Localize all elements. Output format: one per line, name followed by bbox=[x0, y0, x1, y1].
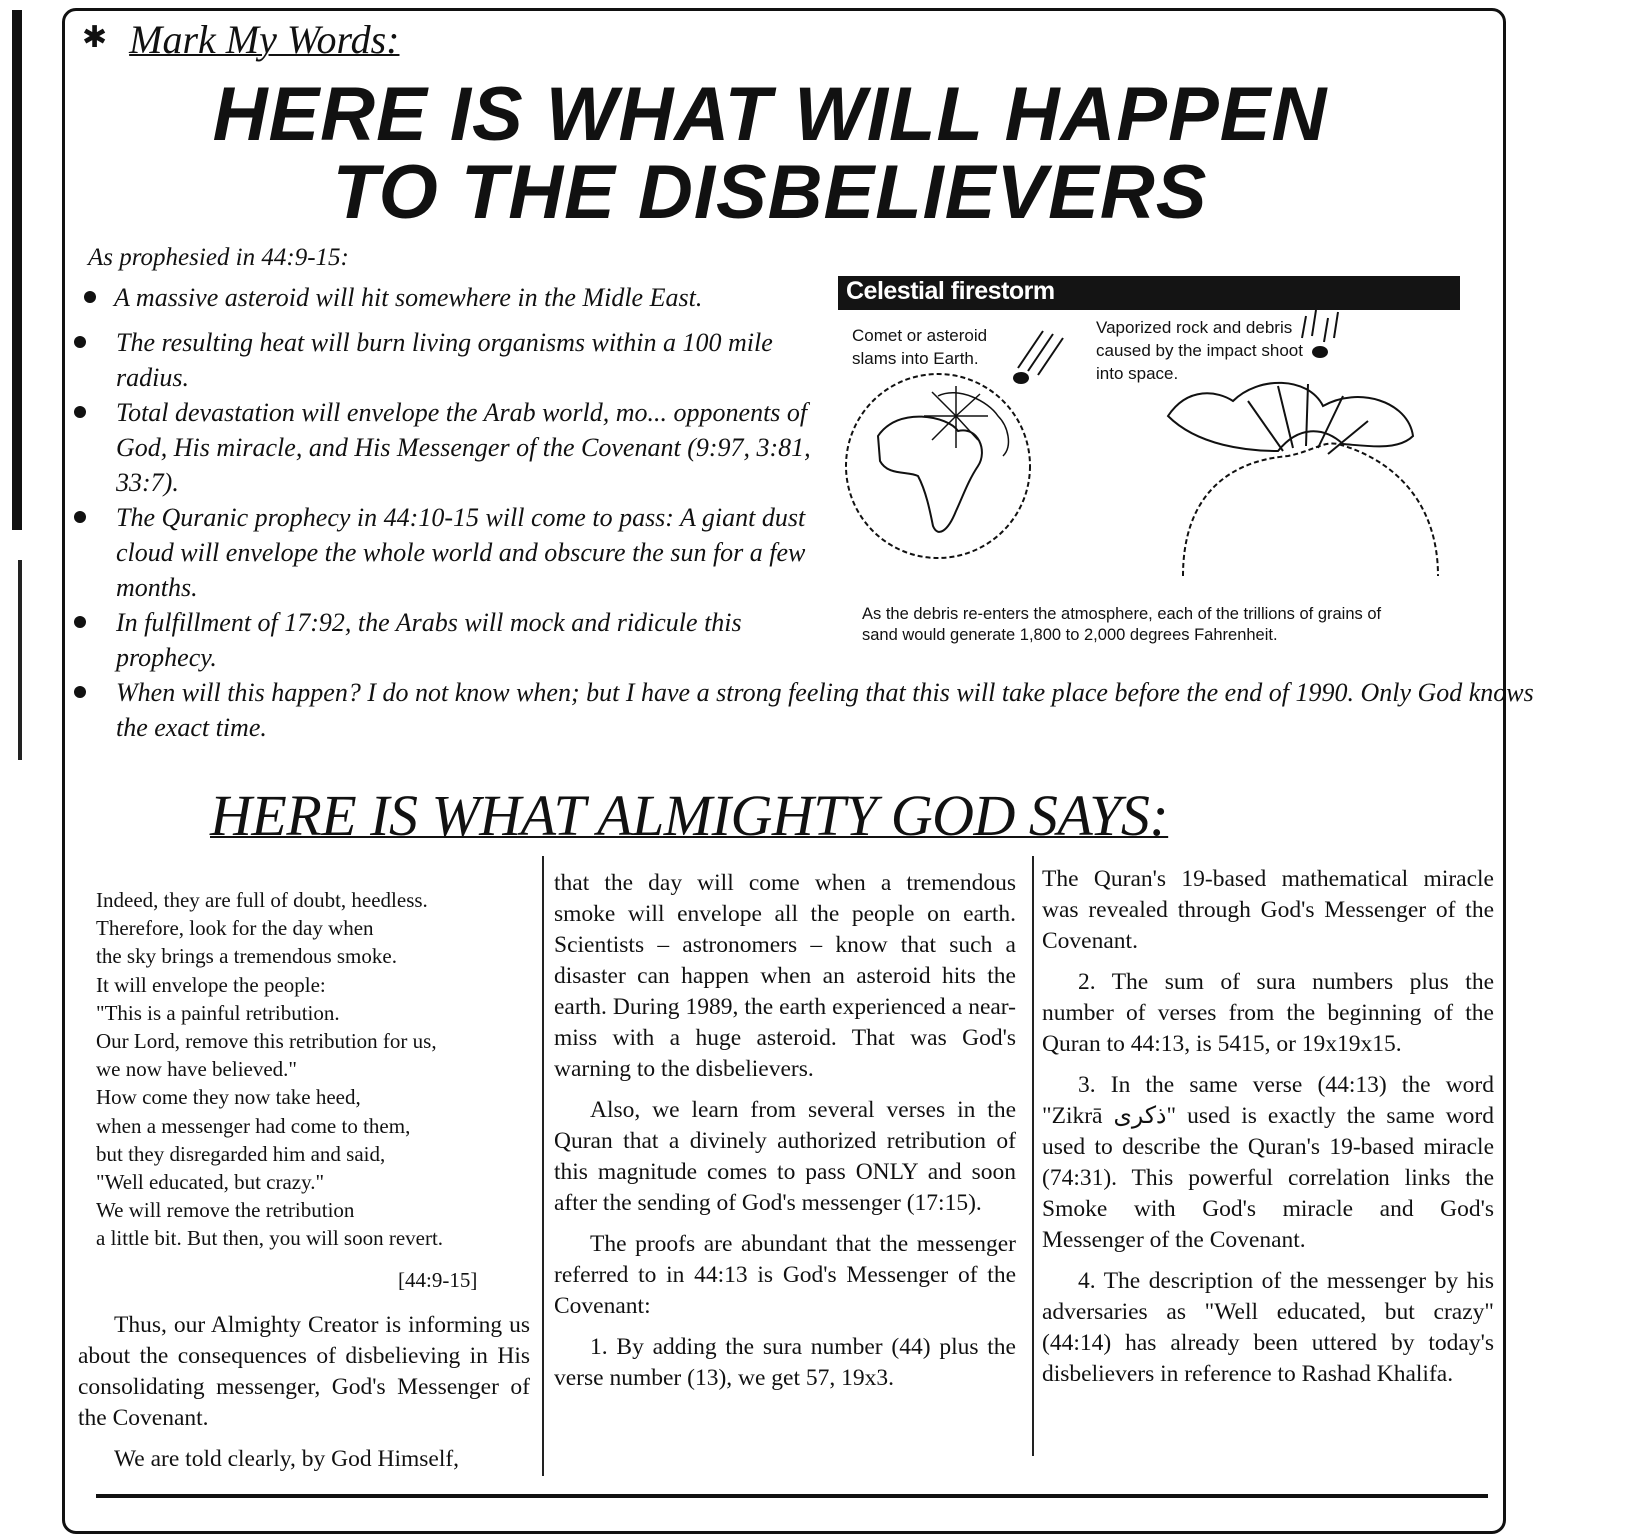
headline-line-1: HERE IS WHAT WILL HAPPEN bbox=[212, 72, 1328, 157]
prophecy-text: A massive asteroid will hit somewhere in the Midle East. bbox=[114, 283, 703, 312]
prophecy-item bbox=[66, 500, 826, 605]
headline-line-2: TO THE DISBELIEVERS bbox=[332, 150, 1208, 235]
paragraph: 4. The description of the messenger by his adversaries as "Well educated, but crazy" (44:14) has already been uttered by today's disbelievers in reference to Rashad Khalifa. bbox=[1042, 1268, 1494, 1387]
impact-crater-icon bbox=[1168, 383, 1438, 576]
graphic-title: Celestial firestorm bbox=[846, 277, 1055, 305]
verse-line: "This is a painful retribution. bbox=[96, 1000, 340, 1025]
column-divider bbox=[542, 856, 544, 1476]
verse-line: the sky brings a tremendous smoke. bbox=[96, 944, 397, 969]
earth-globe-icon bbox=[846, 374, 1030, 558]
paragraph: Also, we learn from several verses in the Quran that a divinely authorized retribution of this magnitude comes to pass ONLY and soon after the sending of God's messenger (17:15). bbox=[554, 1097, 1016, 1216]
prophecy-item bbox=[66, 325, 826, 395]
bottom-rule bbox=[96, 1494, 1488, 1498]
section-title: HERE IS WHAT ALMIGHTY GOD SAYS: bbox=[210, 783, 1169, 848]
column-1 bbox=[78, 1310, 530, 1485]
verse-line: we now have believed." bbox=[96, 1057, 297, 1082]
verse-line: but they disregarded him and said, bbox=[96, 1141, 386, 1166]
column-divider bbox=[1032, 856, 1034, 1456]
paragraph: 3. In the same verse (44:13) the word "Zikrā ذكرى" used is exactly the same word used to describe the Quran's 19-based miracle (74:31). This powerful correlation links the Smoke with God's miracle and God's Messenger of the Covenant. bbox=[1042, 1072, 1495, 1253]
column-3 bbox=[1042, 864, 1494, 1400]
column-2 bbox=[554, 868, 1016, 1404]
prophecy-text: The Quranic prophecy in 44:10-15 will come to pass: A giant dust cloud will envelope the whole world and obscure the sun for a few months. bbox=[116, 503, 806, 602]
quran-verse-block bbox=[96, 886, 516, 1253]
prophecy-text: When will this happen? I do not know when; but I have a strong feeling that this will take place before the end of 1990. Only God knows the exact time. bbox=[116, 678, 1534, 742]
paragraph: We are told clearly, by God Himself, bbox=[114, 1446, 460, 1472]
bullet-icon bbox=[74, 336, 86, 348]
graphic-label-impact: Comet or asteroid slams into Earth. bbox=[852, 326, 988, 368]
verse-reference: [44:9-15] bbox=[398, 1268, 478, 1292]
prophecy-text: The resulting heat will burn living organisms within a 100 mile radius. bbox=[116, 328, 773, 392]
paragraph: The Quran's 19-based mathematical miracle was revealed through God's Messenger of the Covenant. bbox=[1042, 866, 1494, 954]
headline bbox=[150, 72, 1390, 235]
verse-line: when a messenger had come to them, bbox=[96, 1113, 411, 1138]
prophecy-intro: As prophesied in 44:9-15: bbox=[88, 244, 349, 271]
impact-illustration bbox=[838, 276, 1460, 596]
prophecy-item bbox=[66, 675, 1556, 745]
paragraph: 2. The sum of sura numbers plus the number of verses from the beginning of the Quran to 44:13, is 5415, or 19x19x15. bbox=[1042, 969, 1494, 1057]
asterisk-icon: ✱ bbox=[82, 21, 108, 54]
paragraph: The proofs are abundant that the messenger referred to in 44:13 is God's Messenger of the Covenant: bbox=[554, 1231, 1016, 1319]
paragraph: Thus, our Almighty Creator is informing us about the consequences of disbelieving in His consolidating messenger, God's Messenger of the Covenant. bbox=[78, 1312, 530, 1431]
prophecy-item bbox=[66, 605, 826, 675]
verse-line: We will remove the retribution bbox=[96, 1198, 355, 1223]
prophecy-text: Total devastation will envelope the Arab world, mo... opponents of God, His miracle, and His Messenger of the Covenant (9:97, 3:81, 33:7). bbox=[116, 398, 811, 497]
verse-line: Our Lord, remove this retribution for us, bbox=[96, 1029, 437, 1054]
graphic-label-debris: Vaporized rock and debris caused by the impact shoot into space. bbox=[1096, 318, 1303, 383]
bullet-icon bbox=[74, 616, 86, 628]
bullet-icon bbox=[84, 291, 96, 303]
kicker bbox=[82, 16, 399, 63]
paragraph: 1. By adding the sura number (44) plus the verse number (13), we get 57, 19x3. bbox=[554, 1334, 1016, 1391]
verse-line: How come they now take heed, bbox=[96, 1085, 361, 1110]
verse-line: a little bit. But then, you will soon revert. bbox=[96, 1226, 444, 1251]
verse-line: Therefore, look for the day when bbox=[96, 916, 374, 941]
graphic-caption: As the debris re-enters the atmosphere, each of the trillions of grains of sand would generate 1,800 to 2,000 degrees Fahrenheit. bbox=[862, 605, 1382, 644]
verse-line: It will envelope the people: bbox=[96, 972, 326, 997]
bullet-icon bbox=[74, 686, 86, 698]
prophecy-text: In fulfillment of 17:92, the Arabs will mock and ridicule this prophecy. bbox=[116, 608, 742, 672]
prophecy-item bbox=[86, 280, 826, 315]
celestial-firestorm-graphic bbox=[838, 276, 1460, 656]
kicker-text: Mark My Words: bbox=[129, 17, 400, 62]
paragraph: that the day will come when a tremendous smoke will envelope all the people on earth. Scientists – astronomers – know that such a disaster can happen when an asteroid hits the earth. During 1989, the earth experienced a near-miss with a huge asteroid. That was God's warning to the disbelievers. bbox=[554, 870, 1016, 1082]
scan-edge-bar bbox=[12, 10, 22, 530]
prophecy-item bbox=[66, 395, 826, 500]
scan-edge-mark bbox=[18, 560, 22, 760]
debris-icon bbox=[1302, 310, 1338, 357]
verse-line: Indeed, they are full of doubt, heedless. bbox=[96, 888, 428, 912]
bullet-icon bbox=[74, 511, 86, 523]
bullet-icon bbox=[74, 406, 86, 418]
comet-icon bbox=[1014, 331, 1063, 383]
verse-line: "Well educated, but crazy." bbox=[96, 1170, 325, 1195]
